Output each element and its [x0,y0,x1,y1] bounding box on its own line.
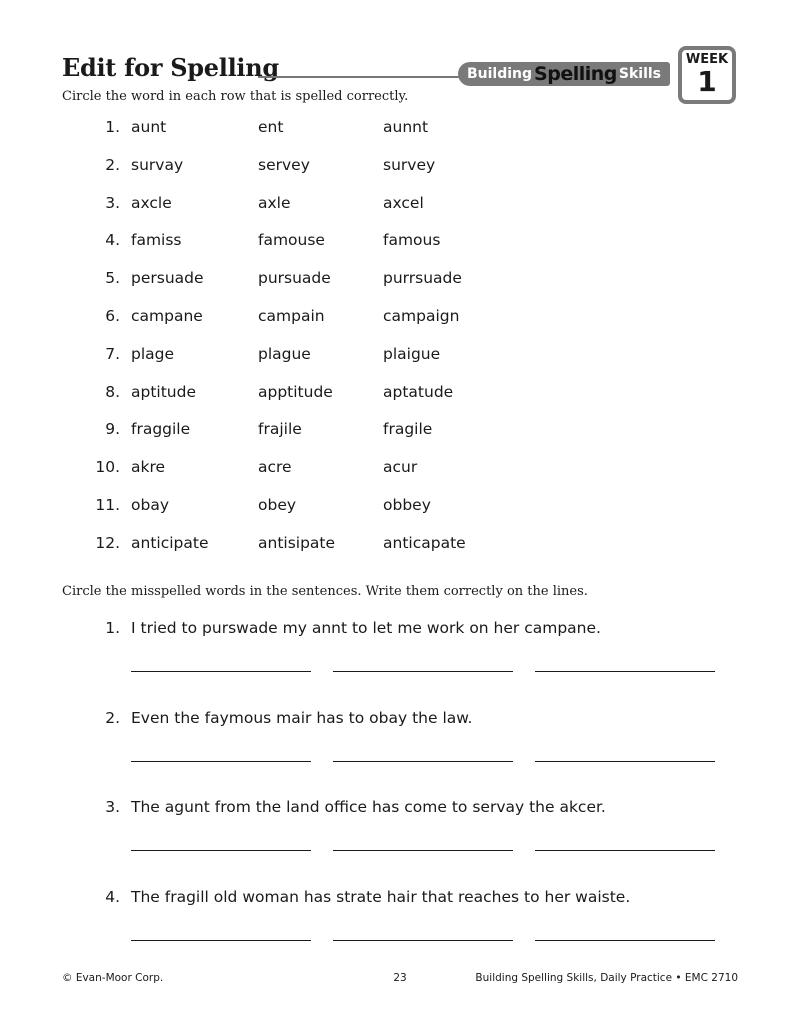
word-row [62,383,662,421]
word-option[interactable]: axcle [131,193,172,212]
word-option[interactable]: survay [131,155,184,174]
answer-line[interactable] [131,850,311,851]
sentence-number: 2. [105,708,120,727]
row-number: 6. [105,306,120,325]
word-option[interactable]: aptitude [131,382,196,401]
week-badge [678,46,736,104]
row-number: 2. [105,155,120,174]
word-option[interactable]: campaign [383,306,460,325]
part2-instruction: Circle the misspelled words in the sentences. Write them correctly on the lines. [62,584,588,599]
word-row [62,231,662,269]
answer-line[interactable] [333,671,513,672]
word-option[interactable]: servey [258,155,310,174]
word-option[interactable]: apptitude [258,382,333,401]
answer-line[interactable] [131,671,311,672]
word-option[interactable]: famiss [131,231,182,250]
word-row [62,345,662,383]
word-choice-list [62,118,662,572]
word-option[interactable]: pursuade [258,269,331,288]
week-label: WEEK [685,52,729,67]
series-banner [458,62,670,86]
word-row [62,420,662,458]
word-option[interactable]: persuade [131,269,204,288]
page-number: 23 [393,972,407,984]
word-option[interactable]: ent [258,118,284,136]
sentence-text[interactable]: The fragill old woman has strate hair that reaches to her waiste. [131,888,631,907]
answer-line[interactable] [535,940,715,941]
banner-word-skills: Skills [618,66,661,82]
row-number: 1. [105,118,120,136]
answer-line[interactable] [131,761,311,762]
word-option[interactable]: anticapate [383,533,466,552]
sentence-number: 3. [105,798,120,817]
sentence-item [62,709,732,799]
page-footer [62,972,738,988]
word-option[interactable]: campain [258,306,325,325]
part1-instruction: Circle the word in each row that is spelled correctly. [62,89,409,104]
word-option[interactable]: plage [131,344,175,363]
row-number: 3. [105,193,120,212]
word-option[interactable]: aunt [131,118,167,136]
word-option[interactable]: obey [258,495,297,514]
sentence-number: 4. [105,888,120,907]
word-row [62,458,662,496]
word-option[interactable]: plaigue [383,344,441,363]
word-option[interactable]: famous [383,231,441,250]
word-option[interactable]: campane [131,306,203,325]
word-row [62,534,662,572]
answer-line[interactable] [333,761,513,762]
answer-line[interactable] [333,940,513,941]
row-number: 12. [95,533,120,552]
banner-word-spelling: Spelling [534,63,617,85]
word-option[interactable]: acur [383,458,418,477]
word-option[interactable]: famouse [258,231,325,250]
sentence-list [62,619,732,978]
row-number: 5. [105,269,120,288]
word-option[interactable]: plague [258,344,311,363]
row-number: 7. [105,344,120,363]
row-number: 11. [95,495,120,514]
sentence-item [62,619,732,709]
word-row [62,269,662,307]
word-row [62,496,662,534]
row-number: 4. [105,231,120,250]
word-option[interactable]: acre [258,458,292,477]
word-option[interactable]: frajile [258,420,302,439]
row-number: 9. [105,420,120,439]
word-option[interactable]: fragile [383,420,433,439]
answer-line[interactable] [535,671,715,672]
word-option[interactable]: axle [258,193,291,212]
row-number: 8. [105,382,120,401]
word-row [62,156,662,194]
word-option[interactable]: anticipate [131,533,209,552]
word-option[interactable]: axcel [383,193,424,212]
word-option[interactable]: obbey [383,495,431,514]
row-number: 10. [95,458,120,477]
answer-line[interactable] [333,850,513,851]
banner-word-building: Building [466,66,533,82]
answer-line[interactable] [131,940,311,941]
sentence-text[interactable]: The agunt from the land office has come to servay the akcer. [131,798,606,817]
sentence-item [62,798,732,888]
word-option[interactable]: survey [383,155,436,174]
word-row [62,307,662,345]
copyright: © Evan-Moor Corp. [62,972,164,984]
word-option[interactable]: aunnt [383,118,429,136]
week-number: 1 [697,65,717,98]
answer-line[interactable] [535,761,715,762]
page-title: Edit for Spelling [62,53,279,82]
word-option[interactable]: obay [131,495,169,514]
word-option[interactable]: antisipate [258,533,336,552]
word-option[interactable]: purrsuade [383,269,462,288]
word-row [62,118,662,156]
sentence-item [62,888,732,978]
word-option[interactable]: fraggile [131,420,191,439]
sentence-number: 1. [105,619,120,637]
answer-line[interactable] [535,850,715,851]
book-info: Building Spelling Skills, Daily Practice • EMC 2710 [475,972,738,984]
word-row [62,194,662,232]
sentence-text[interactable]: I tried to purswade my annt to let me work on her campane. [131,619,601,637]
word-option[interactable]: aptatude [383,382,454,401]
sentence-text[interactable]: Even the faymous mair has to obay the law. [131,708,473,727]
word-option[interactable]: akre [131,458,166,477]
